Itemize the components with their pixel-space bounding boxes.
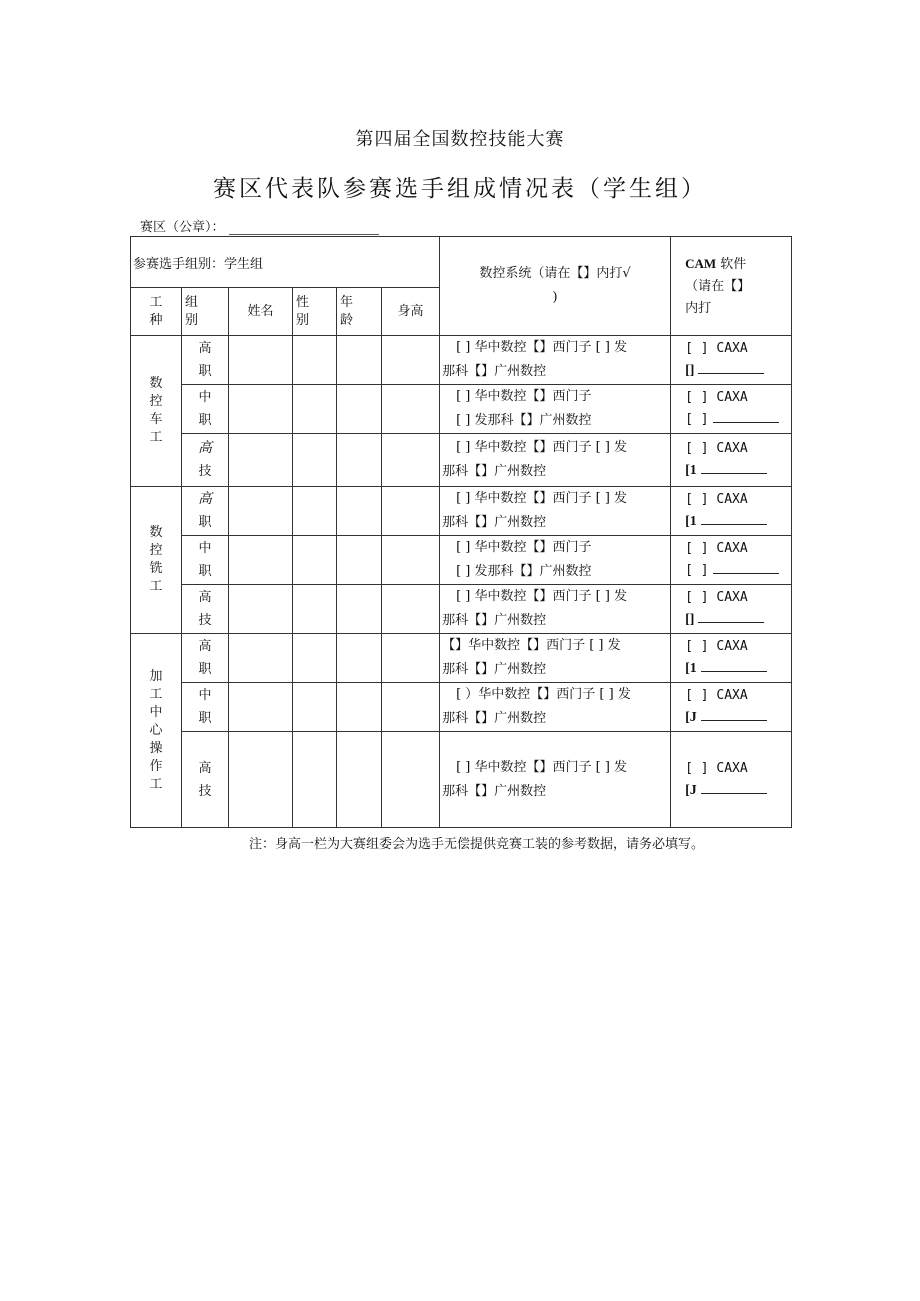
- registration-table: [130, 236, 792, 828]
- col-sex: [293, 288, 337, 336]
- age-input-cell[interactable]: [337, 487, 382, 536]
- cam-options[interactable]: [671, 385, 792, 434]
- level-cell: [182, 536, 229, 585]
- col-trade: [131, 288, 182, 336]
- table-row: [131, 336, 792, 385]
- height-input-cell[interactable]: [382, 732, 440, 828]
- sex-input-cell[interactable]: [293, 336, 337, 385]
- age-input-cell[interactable]: [337, 336, 382, 385]
- cam-line2: [1: [685, 661, 697, 676]
- level-1: 高: [198, 639, 212, 654]
- sys-line2: 那科【】广州数控: [442, 464, 547, 479]
- sys-line1: [ ] 华中数控【】西门子 [ ] 发: [456, 759, 628, 775]
- sys-line1: [ ] 华中数控【】西门子 [ ] 发: [456, 589, 628, 604]
- cnc-system-options[interactable]: [440, 585, 671, 634]
- form-title: 赛区代表队参赛选手组成情况表（学生组）: [213, 176, 707, 202]
- height-input-cell[interactable]: [382, 336, 440, 385]
- cam-other-blank[interactable]: [701, 514, 767, 525]
- sex-input-cell[interactable]: [293, 683, 337, 732]
- age-input-cell[interactable]: [337, 634, 382, 683]
- cam-line2: [1: [685, 514, 697, 529]
- table-row: [131, 732, 792, 828]
- level-1: 中: [198, 688, 212, 703]
- region-label: 赛区（公章）：: [140, 220, 225, 235]
- level-1: 高: [198, 440, 212, 456]
- cam-other-blank[interactable]: [701, 783, 767, 794]
- region-stamp-field: [140, 216, 379, 235]
- age-input-cell[interactable]: [337, 585, 382, 634]
- level-cell: [182, 385, 229, 434]
- cnc-system-header-line2: ): [552, 290, 558, 305]
- cam-options[interactable]: [671, 585, 792, 634]
- table-row: [131, 536, 792, 585]
- col-age: [337, 288, 382, 336]
- sys-line1: [ ] 华中数控【】西门子: [456, 389, 592, 404]
- level-2: 职: [198, 413, 212, 428]
- cam-options[interactable]: [671, 732, 792, 828]
- level-1: 高: [198, 760, 212, 776]
- level-2: 职: [198, 711, 212, 726]
- sys-line2: [ ] 发那科【】广州数控: [456, 564, 592, 579]
- sys-line1: [ ] 华中数控【】西门子 [ ] 发: [456, 340, 628, 355]
- table-row: [131, 385, 792, 434]
- cam-line2: [ ]: [685, 412, 709, 427]
- footnote: 注：身高一栏为大赛组委会为选手无偿提供竞赛工装的参考数据，请务必填写。: [249, 837, 705, 852]
- cam-line2: [J: [685, 710, 697, 725]
- sys-line2: [ ] 发那科【】广州数控: [456, 413, 592, 428]
- level-2: 技: [198, 613, 212, 628]
- cam-header-line3: 内打: [685, 300, 712, 316]
- sex-input-cell[interactable]: [293, 536, 337, 585]
- cam-line1: [ ] CAXA: [685, 341, 748, 356]
- col-sex-1: 性: [296, 294, 310, 310]
- cam-line2: [1: [685, 463, 697, 478]
- cnc-system-options[interactable]: [440, 732, 671, 828]
- table-row: [131, 585, 792, 634]
- region-blank-line[interactable]: [229, 222, 379, 235]
- level-cell: [182, 434, 229, 487]
- level-cell: [182, 487, 229, 536]
- height-input-cell[interactable]: [382, 536, 440, 585]
- table-row: [131, 487, 792, 536]
- name-input-cell[interactable]: [229, 536, 293, 585]
- cnc-system-options[interactable]: [440, 536, 671, 585]
- software-label: 软件: [720, 256, 747, 272]
- cam-options[interactable]: [671, 683, 792, 732]
- level-cell: [182, 585, 229, 634]
- cam-line1: [ ] CAXA: [685, 492, 748, 507]
- cam-options[interactable]: [671, 336, 792, 385]
- height-input-cell[interactable]: [382, 634, 440, 683]
- competition-title: 第四届全国数控技能大赛: [355, 129, 565, 150]
- name-input-cell[interactable]: [229, 385, 293, 434]
- col-trade-1: 工: [149, 294, 163, 310]
- age-input-cell[interactable]: [337, 434, 382, 487]
- level-1: 中: [198, 390, 212, 405]
- cnc-system-header: [440, 237, 671, 336]
- cam-other-blank[interactable]: [701, 710, 767, 721]
- height-input-cell[interactable]: [382, 434, 440, 487]
- sys-line1: [ ] 华中数控【】西门子 [ ] 发: [456, 491, 628, 506]
- table-row: [131, 434, 792, 487]
- trade-cnc-lathe: [131, 336, 182, 487]
- height-input-cell[interactable]: [382, 385, 440, 434]
- cam-line2: [J: [685, 782, 697, 798]
- cnc-system-options[interactable]: [440, 634, 671, 683]
- age-input-cell[interactable]: [337, 536, 382, 585]
- sys-line2: 那科【】广州数控: [442, 783, 547, 799]
- level-1: 高: [198, 491, 212, 507]
- age-input-cell[interactable]: [337, 732, 382, 828]
- cam-line1: [ ] CAXA: [685, 390, 748, 405]
- cam-software-header: [671, 237, 792, 336]
- cam-other-blank[interactable]: [713, 412, 779, 423]
- name-input-cell[interactable]: [229, 487, 293, 536]
- cnc-system-options[interactable]: [440, 434, 671, 487]
- name-input-cell[interactable]: [229, 732, 293, 828]
- level-2: 职: [198, 364, 212, 379]
- cam-other-blank[interactable]: [701, 661, 767, 672]
- level-1: 高: [198, 590, 212, 605]
- cam-header-line2: （请在【】: [685, 278, 751, 294]
- trade-name: 加工中心操作工: [149, 668, 163, 792]
- cam-line1: [ ] CAXA: [685, 688, 748, 703]
- group-category-label: 参赛选手组别：学生组: [131, 237, 440, 288]
- name-input-cell[interactable]: [229, 336, 293, 385]
- height-input-cell[interactable]: [382, 585, 440, 634]
- col-name: 姓名: [229, 288, 293, 336]
- age-input-cell[interactable]: [337, 683, 382, 732]
- sex-input-cell[interactable]: [293, 385, 337, 434]
- level-cell: [182, 336, 229, 385]
- sex-input-cell[interactable]: [293, 634, 337, 683]
- cam-line1: [ ] CAXA: [685, 760, 748, 776]
- level-2: 职: [198, 515, 212, 530]
- cam-options[interactable]: [671, 434, 792, 487]
- cnc-system-options[interactable]: [440, 336, 671, 385]
- sys-line1: [ ] 华中数控【】西门子: [456, 540, 592, 555]
- col-height: 身高: [382, 288, 440, 336]
- level-2: 职: [198, 662, 212, 677]
- col-sex-2: 别: [296, 312, 310, 328]
- cam-other-blank[interactable]: [713, 563, 779, 574]
- sys-line2: 那科【】广州数控: [442, 364, 547, 379]
- sys-line2: 那科【】广州数控: [442, 662, 547, 677]
- col-group-2: 别: [185, 312, 199, 328]
- sys-line2: 那科【】广州数控: [442, 515, 547, 530]
- height-input-cell[interactable]: [382, 487, 440, 536]
- cam-line1: [ ] CAXA: [685, 541, 748, 556]
- name-input-cell[interactable]: [229, 634, 293, 683]
- cam-options[interactable]: [671, 634, 792, 683]
- level-2: 技: [198, 464, 212, 479]
- level-cell: [182, 634, 229, 683]
- col-trade-2: 种: [149, 312, 163, 328]
- col-age-2: 龄: [340, 312, 354, 328]
- cam-line1: [ ] CAXA: [685, 639, 748, 654]
- sys-line1: 【】华中数控【】西门子 [ ] 发: [442, 638, 621, 653]
- table-row: [131, 634, 792, 683]
- level-1: 高: [198, 341, 212, 356]
- trade-machining-center: [131, 634, 182, 828]
- cnc-system-options[interactable]: [440, 683, 671, 732]
- cam-other-blank[interactable]: [698, 363, 764, 374]
- cnc-system-options[interactable]: [440, 385, 671, 434]
- name-input-cell[interactable]: [229, 585, 293, 634]
- table-row: [131, 683, 792, 732]
- cam-line1: [ ] CAXA: [685, 590, 748, 605]
- height-input-cell[interactable]: [382, 683, 440, 732]
- name-input-cell[interactable]: [229, 434, 293, 487]
- sex-input-cell[interactable]: [293, 434, 337, 487]
- trade-name: 数控车工: [149, 376, 163, 445]
- name-input-cell[interactable]: [229, 683, 293, 732]
- cnc-system-header-line1: 数控系统（请在【】内打√: [479, 266, 631, 281]
- cam-other-blank[interactable]: [701, 463, 767, 474]
- sys-line2: 那科【】广州数控: [442, 711, 547, 726]
- sys-line1: [ ）华中数控【】西门子 [ ] 发: [456, 687, 631, 702]
- trade-cnc-milling: [131, 487, 182, 634]
- sex-input-cell[interactable]: [293, 732, 337, 828]
- cam-other-blank[interactable]: [698, 612, 764, 623]
- col-group-1: 组: [185, 294, 199, 310]
- sex-input-cell[interactable]: [293, 585, 337, 634]
- cnc-system-options[interactable]: [440, 487, 671, 536]
- col-age-1: 年: [340, 294, 354, 310]
- sys-line2: 那科【】广州数控: [442, 613, 547, 628]
- cam-line2: [ ]: [685, 563, 709, 578]
- age-input-cell[interactable]: [337, 385, 382, 434]
- cam-label: CAM: [685, 255, 717, 271]
- cam-line1: [ ] CAXA: [685, 441, 748, 456]
- sex-input-cell[interactable]: [293, 487, 337, 536]
- cam-options[interactable]: [671, 536, 792, 585]
- level-cell: [182, 683, 229, 732]
- cam-options[interactable]: [671, 487, 792, 536]
- trade-name: 数控铣工: [149, 525, 163, 594]
- col-group: [182, 288, 229, 336]
- level-1: 中: [198, 541, 212, 556]
- level-2: 技: [198, 783, 212, 799]
- sys-line1: [ ] 华中数控【】西门子 [ ] 发: [456, 440, 628, 455]
- cam-line2: []: [685, 612, 695, 627]
- level-2: 职: [198, 564, 212, 579]
- level-cell: [182, 732, 229, 828]
- cam-line2: []: [685, 363, 695, 378]
